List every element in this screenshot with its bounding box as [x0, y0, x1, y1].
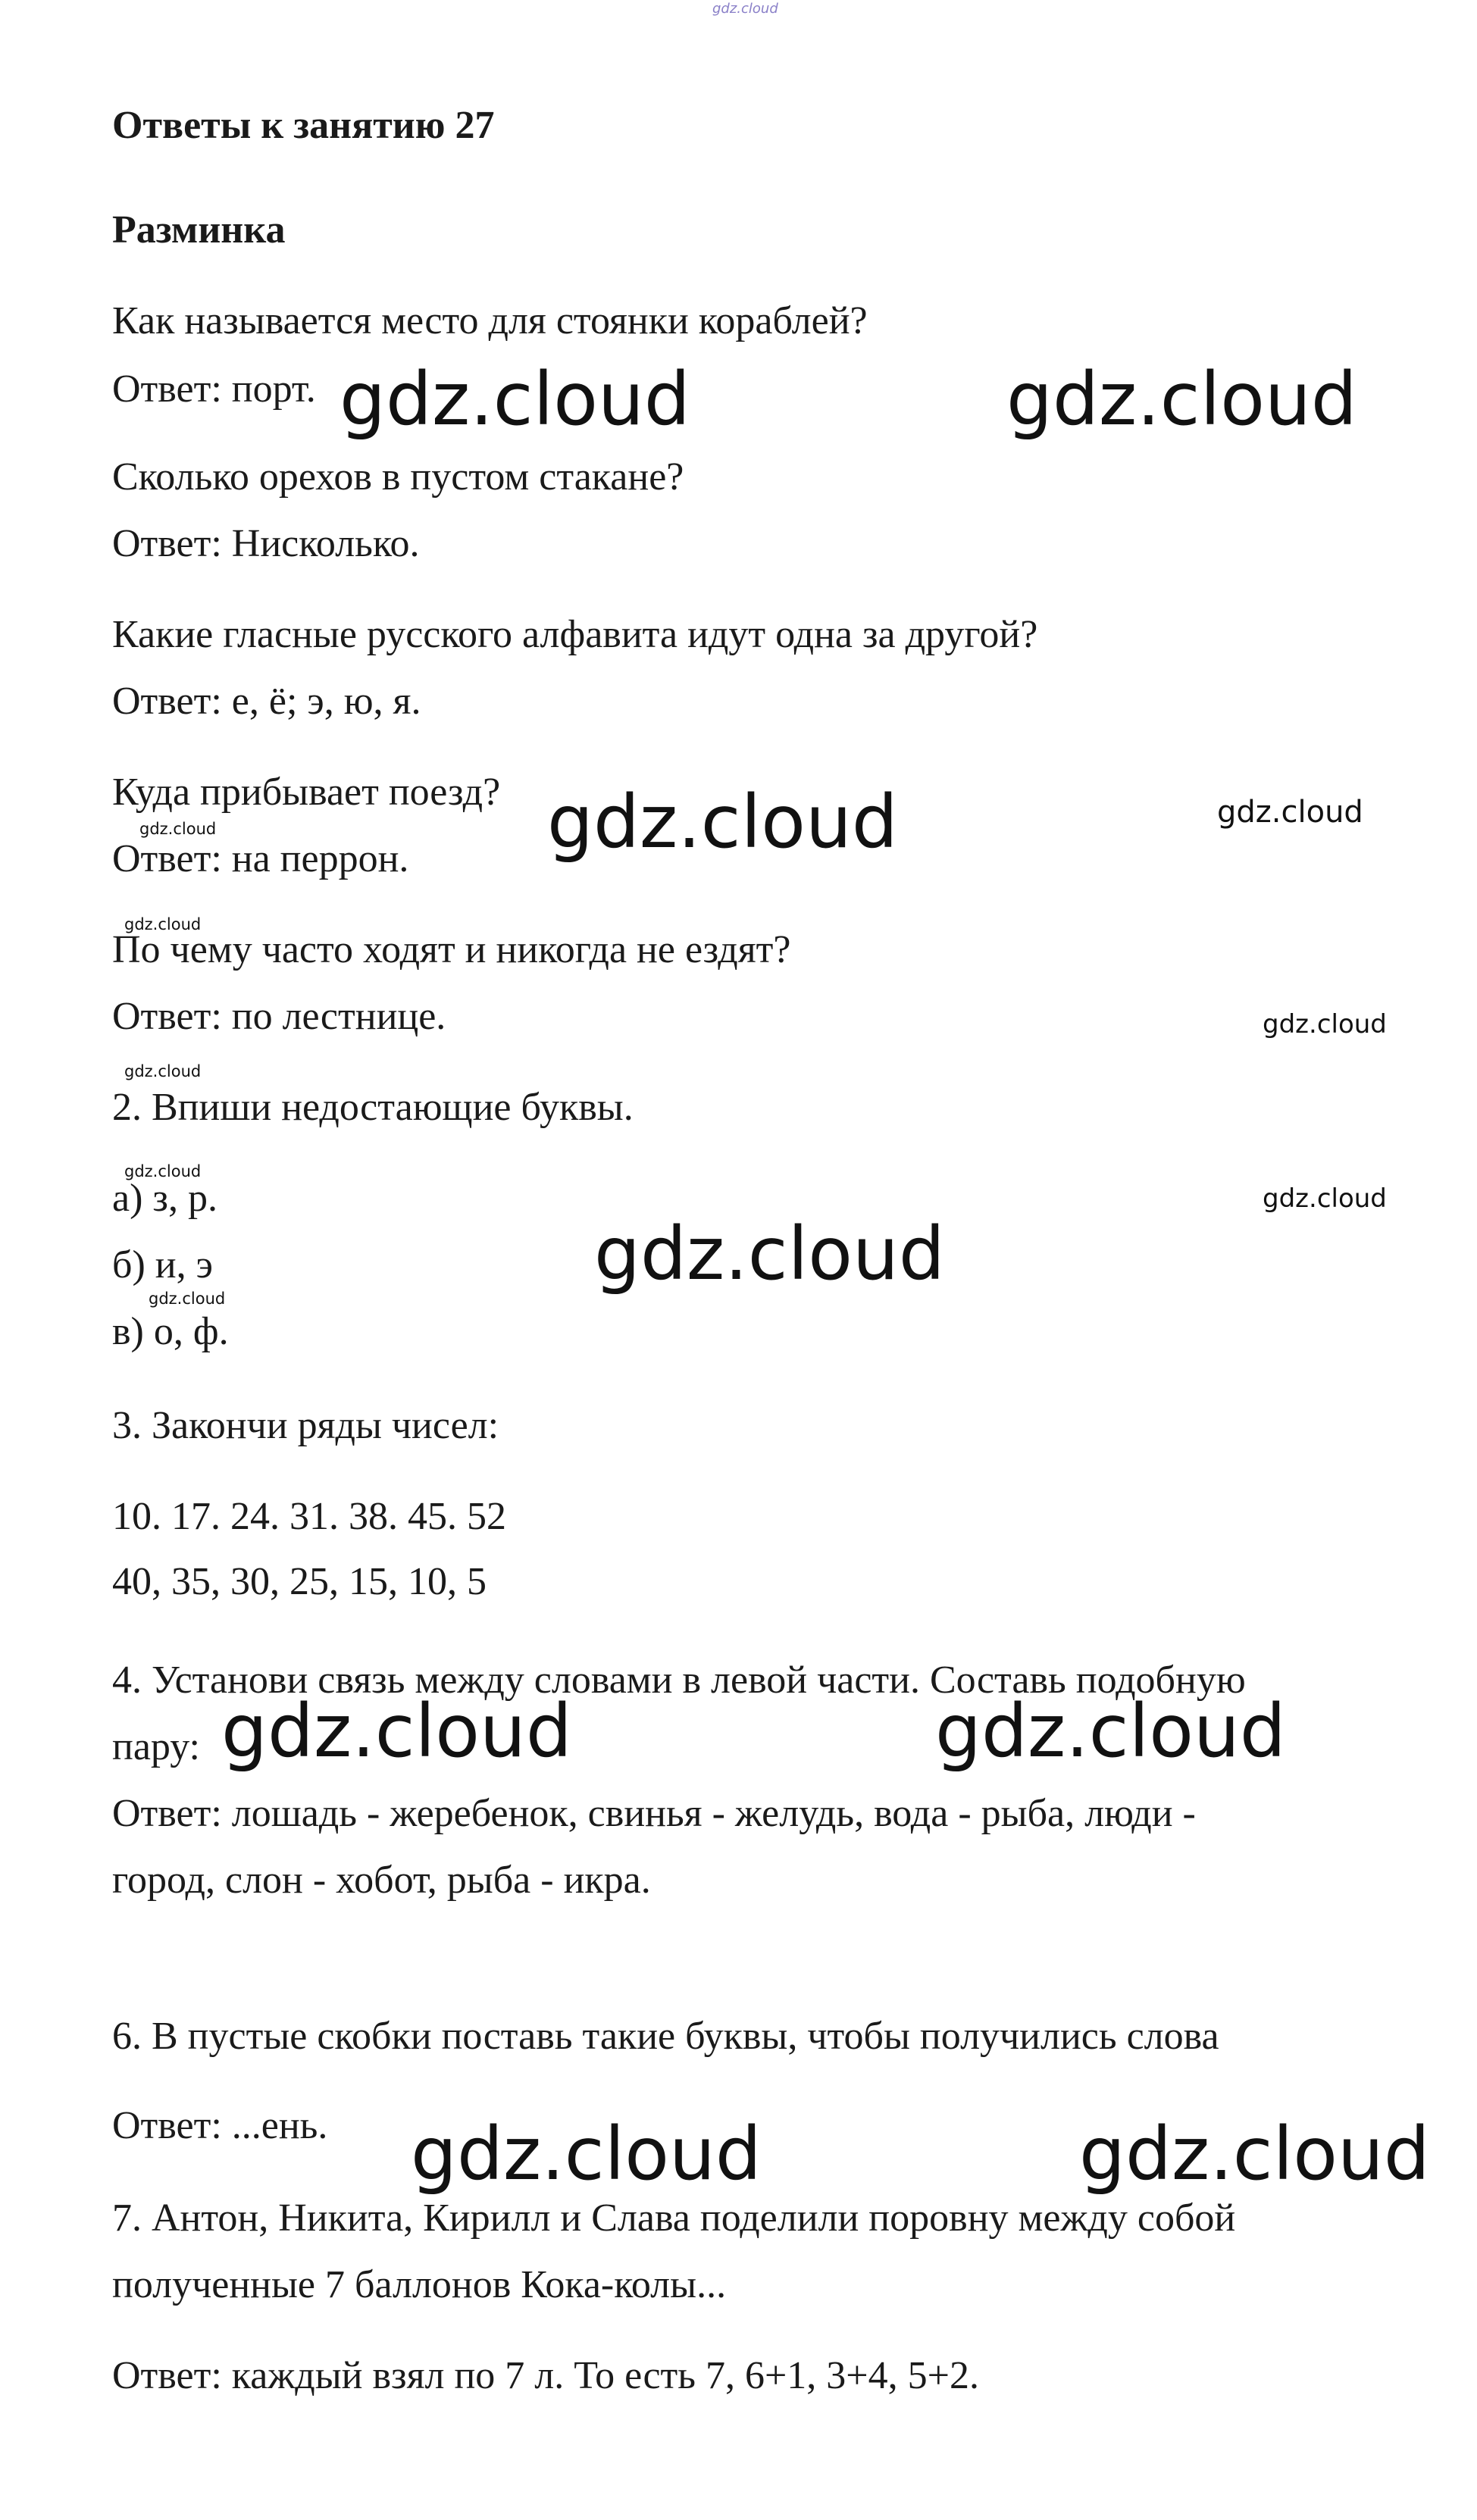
- watermark: gdz.cloud: [221, 1689, 572, 1774]
- text-line: пару:: [112, 1725, 200, 1768]
- text-line: б) и, э: [112, 1243, 213, 1287]
- text-line: 6. В пустые скобки поставь такие буквы, чтобы получились слова: [112, 2015, 1219, 2058]
- text-line: Как называется место для стоянки кораблей?: [112, 299, 868, 342]
- section-heading: Разминка: [112, 208, 286, 252]
- text-line: По чему часто ходят и никогда не ездят?: [112, 928, 791, 971]
- text-line: полученные 7 баллонов Кока-колы...: [112, 2263, 727, 2306]
- text-line: 4. Установи связь между словами в левой части. Составь подобную: [112, 1659, 1246, 1702]
- watermark: gdz.cloud: [1217, 795, 1363, 830]
- watermark: gdz.cloud: [594, 1212, 945, 1296]
- text-line: Какие гласные русского алфавита идут одна за другой?: [112, 613, 1038, 656]
- watermark: gdz.cloud: [411, 2112, 762, 2196]
- text-line: а) з, р.: [112, 1177, 217, 1220]
- text-line: Ответ: Нисколько.: [112, 522, 420, 565]
- watermark: gdz.cloud: [124, 1162, 202, 1180]
- text-line: 10. 17. 24. 31. 38. 45. 52: [112, 1495, 506, 1538]
- text-line: 3. Закончи ряды чисел:: [112, 1404, 499, 1447]
- watermark: gdz.cloud: [547, 780, 898, 864]
- text-line: Ответ: ...ень.: [112, 2104, 328, 2147]
- watermark: gdz.cloud: [149, 1290, 226, 1308]
- watermark-top: gdz.cloud: [712, 1, 778, 17]
- watermark: gdz.cloud: [935, 1689, 1286, 1774]
- watermark: gdz.cloud: [340, 357, 690, 442]
- watermark: gdz.cloud: [1006, 357, 1357, 442]
- text-line: Куда прибывает поезд?: [112, 771, 501, 814]
- text-line: 7. Антон, Никита, Кирилл и Слава поделили поровну между собой: [112, 2196, 1236, 2240]
- watermark: gdz.cloud: [124, 915, 202, 933]
- text-line: в) о, ф.: [112, 1310, 229, 1353]
- text-line: 2. Впиши недостающие буквы.: [112, 1086, 634, 1129]
- text-line: город, слон - хобот, рыба - икра.: [112, 1859, 651, 1902]
- text-line: Ответ: каждый взял по 7 л. То есть 7, 6+1, 3+4, 5+2.: [112, 2354, 979, 2397]
- text-line: Ответ: лошадь - жеребенок, свинья - желудь, вода - рыба, люди -: [112, 1792, 1196, 1835]
- watermark: gdz.cloud: [124, 1062, 202, 1080]
- watermark: gdz.cloud: [1263, 1009, 1387, 1040]
- page-title: Ответы к занятию 27: [112, 104, 495, 147]
- text-line: Ответ: на перрон.: [112, 837, 409, 880]
- watermark: gdz.cloud: [1263, 1183, 1387, 1214]
- text-line: Ответ: е, ё; э, ю, я.: [112, 680, 421, 723]
- watermark: gdz.cloud: [1079, 2112, 1430, 2196]
- text-line: 40, 35, 30, 25, 15, 10, 5: [112, 1560, 487, 1603]
- text-line: Ответ: порт.: [112, 367, 316, 411]
- text-line: Ответ: по лестнице.: [112, 995, 446, 1038]
- text-line: Сколько орехов в пустом стакане?: [112, 455, 684, 499]
- watermark: gdz.cloud: [139, 820, 217, 838]
